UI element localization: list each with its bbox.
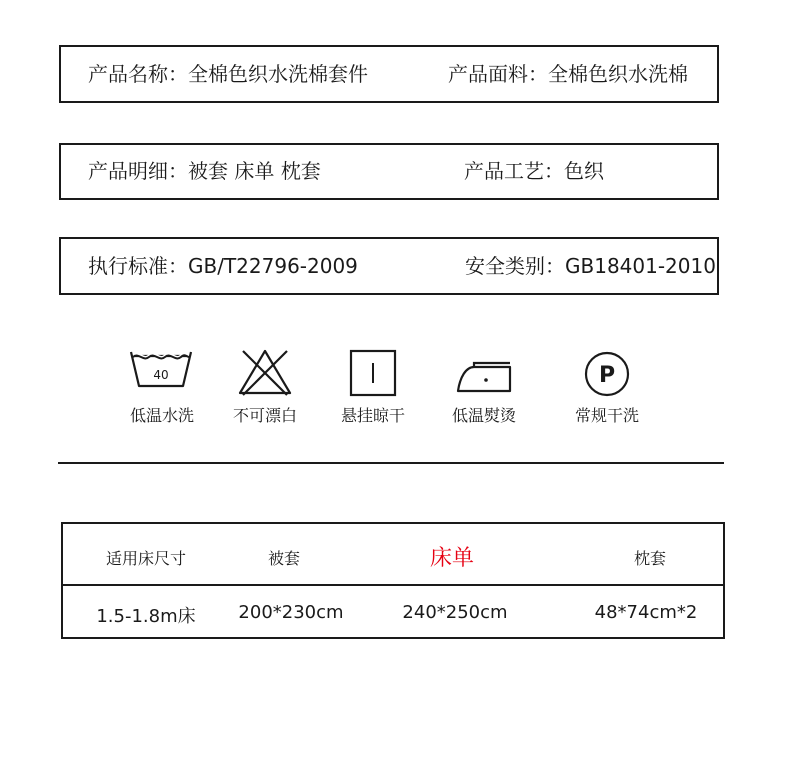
exec-standard-text: 执行标准：GB/T22796-2009 [88,254,358,278]
header-duvet-cover: 被套 [267,549,301,568]
product-name-text: 产品名称：全棉色织水洗棉套件 [88,62,368,86]
care-wash-label: 低温水洗 [129,406,194,425]
product-details-box [59,143,719,200]
cell-pillowcase: 48*74cm*2 [594,602,698,623]
dry-clean-p-icon [581,345,633,401]
cell-bed-sheet: 240*250cm [402,602,508,623]
iron-low-icon [454,345,514,401]
care-dryclean-label: 常规干洗 [574,406,639,425]
care-dryclean [552,345,662,426]
wash-temp-label: 40 [153,368,169,382]
cell-bed-size: 1.5-1.8m床 [96,606,196,627]
care-bleach [210,345,320,426]
product-name-box [59,45,719,103]
product-craft-text: 产品工艺：色织 [464,159,604,183]
header-bed-size: 适用床尺寸 [105,549,187,568]
table-row-separator [63,584,723,586]
header-bed-sheet: 床单 [429,546,475,571]
care-dry-label: 悬挂晾干 [340,406,405,425]
size-table [61,522,725,639]
product-fabric-text: 产品面料：全棉色织水洗棉 [448,62,688,86]
hang-dry-icon [348,345,398,401]
care-iron-label: 低温熨烫 [451,406,516,425]
standards-box [59,237,719,295]
dryclean-letter: P [598,363,616,388]
care-dry [318,345,428,426]
care-iron [429,345,539,426]
section-divider [58,462,724,464]
care-wash [107,345,217,426]
header-pillowcase: 枕套 [633,549,667,568]
product-details-text: 产品明细：被套 床单 枕套 [88,159,321,183]
care-bleach-label: 不可漂白 [232,406,297,425]
safety-category-text: 安全类别：GB18401-2010 [465,254,716,278]
cell-duvet-cover: 200*230cm [238,602,344,623]
wash-40-icon [129,345,195,401]
no-bleach-icon [235,345,295,401]
